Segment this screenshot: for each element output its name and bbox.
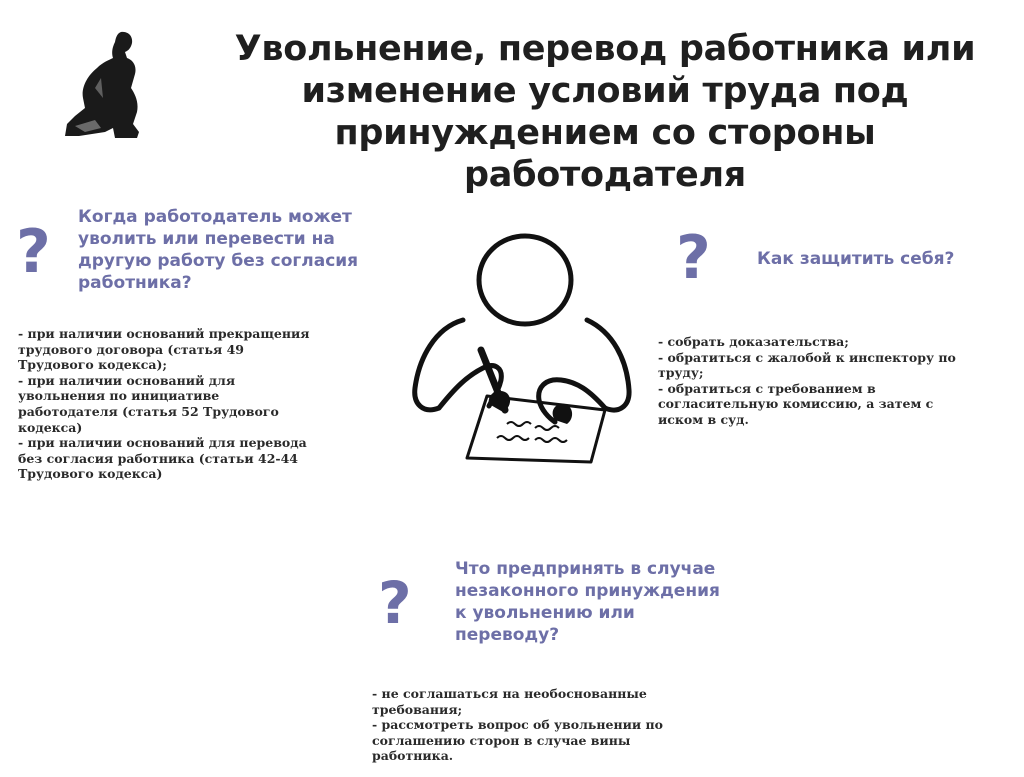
title-line-1: Увольнение, перевод работника или xyxy=(234,29,976,69)
left-answer-line: Трудового кодекса) xyxy=(18,466,163,482)
bottom-heading-line: незаконного принуждения xyxy=(455,581,720,601)
left-heading-line: Когда работодатель может xyxy=(78,207,352,227)
right-answer-text xyxy=(658,334,956,428)
left-heading-line: работника? xyxy=(78,273,192,293)
left-answer-line: Трудового кодекса); xyxy=(18,357,167,373)
right-answer-line: иском в суд. xyxy=(658,411,749,427)
bottom-answer-text xyxy=(372,686,663,764)
title-line-2: изменение условий труда под xyxy=(301,71,909,111)
right-answer-line: согласительную комиссию, а затем с xyxy=(658,396,934,412)
bottom-heading-line: Что предпринять в случае xyxy=(455,559,716,579)
left-answer-line: - при наличии оснований прекращения xyxy=(18,326,310,341)
left-answer-line: кодекса) xyxy=(18,419,83,435)
bottom-answer-line: соглашению сторон в случае вины xyxy=(372,732,631,748)
left-heading-line: другую работу без согласия xyxy=(78,251,359,271)
left-question-heading xyxy=(78,206,398,294)
bottom-answer-line: - рассмотреть вопрос об увольнении по xyxy=(372,717,664,733)
left-answer-text xyxy=(18,326,310,482)
left-heading-line: уволить или перевести на xyxy=(78,229,335,249)
bottom-answer-line: работника. xyxy=(372,748,454,764)
question-mark-icon: ? xyxy=(676,223,711,293)
question-mark-icon: ? xyxy=(16,217,51,287)
right-answer-line: - обратиться с жалобой к инспектору по xyxy=(658,349,956,365)
right-answer-line: - собрать доказательства; xyxy=(658,334,849,349)
title-line-3: принуждением со стороны работодателя xyxy=(334,113,876,195)
right-answer-line: труду; xyxy=(658,365,704,381)
person-writing-icon xyxy=(405,228,635,468)
bottom-heading-line: к увольнению или xyxy=(455,603,635,623)
thinker-statue-icon xyxy=(55,28,145,140)
left-answer-line: трудового договора (статья 49 xyxy=(18,341,244,357)
bottom-answer-line: требования; xyxy=(372,701,463,717)
right-heading-line: Как защитить себя? xyxy=(757,249,955,269)
left-answer-line: - при наличии оснований для перевода xyxy=(18,435,307,451)
left-answer-line: без согласия работника (статьи 42-44 xyxy=(18,450,298,466)
left-answer-line: увольнения по инициативе xyxy=(18,388,220,404)
right-answer-line: - обратиться с требованием в xyxy=(658,380,876,396)
bottom-answer-line: - не соглашаться на необоснованные xyxy=(372,686,647,701)
page-title xyxy=(205,28,1005,196)
left-answer-line: - при наличии оснований для xyxy=(18,372,236,388)
right-question-heading xyxy=(757,248,1007,270)
bottom-heading-line: переводу? xyxy=(455,625,560,645)
left-answer-line: работодателя (статья 52 Трудового xyxy=(18,403,279,419)
bottom-question-heading xyxy=(455,558,775,646)
question-mark-icon: ? xyxy=(378,569,412,637)
